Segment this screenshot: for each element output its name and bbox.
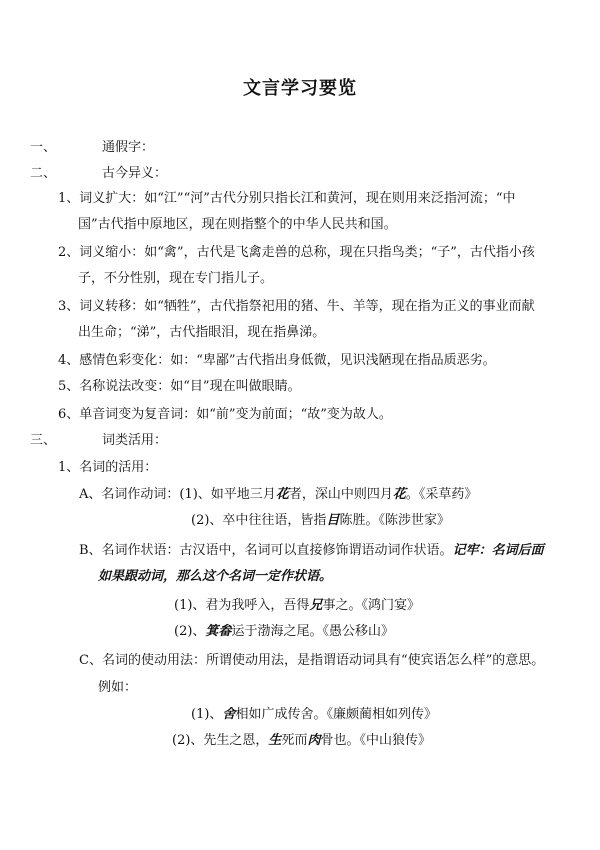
emphasis: 舍 xyxy=(222,707,236,722)
text: (1)、君为我呼入，吾得 xyxy=(174,598,310,613)
s3-B-line-1 xyxy=(79,542,544,560)
document-title: 文言学习要览 xyxy=(243,78,357,99)
text: (2)、先生之恩， xyxy=(172,733,269,748)
emphasis: 花 xyxy=(392,487,406,502)
text: A、名词作动词：(1)、如平地三月 xyxy=(79,487,276,502)
text: (2)、 xyxy=(174,624,206,639)
s2-item-4: 4、感情色彩变化：如：“卑鄙”古代指出身低微，见识浅陋现在指品质恶劣。 xyxy=(58,353,496,368)
emphasis: 兄 xyxy=(309,598,323,613)
s2-item-3-line-2: 出生命；“涕”，古代指眼泪，现在指鼻涕。 xyxy=(78,325,326,340)
section-2-heading xyxy=(30,165,167,183)
section-1-label: 通假字： xyxy=(102,140,155,155)
s2-item-1-line-1: 1、词义扩大：如“江”“河”古代分别只指长江和黄河，现在则用来泛指河流；“中 xyxy=(58,191,516,206)
section-1-number: 一、 xyxy=(30,140,57,155)
text: (2)、卒中往往语，皆指 xyxy=(191,513,327,528)
s3-subheading-1: 1、名词的活用： xyxy=(58,460,158,475)
section-3-heading xyxy=(30,432,167,450)
s3-B-line-4 xyxy=(174,623,394,641)
emphasis: 目 xyxy=(326,513,340,528)
text: 。《采草药》 xyxy=(405,487,478,502)
emphasis: 箕畚 xyxy=(205,624,232,639)
s2-item-3-line-1: 3、词义转移：如“牺牲”，古代指祭祀用的猪、牛、羊等，现在指为正义的事业而献 xyxy=(58,299,535,314)
section-1-heading xyxy=(30,139,154,157)
section-3-label: 词类活用： xyxy=(102,433,168,448)
emphasis: 花 xyxy=(275,487,289,502)
s2-item-6: 6、单音词变为复音词：如“前”变为前面；“故”变为故人。 xyxy=(58,407,392,422)
s3-C-line-3 xyxy=(191,706,437,724)
s3-B-line-2: 如果跟动词，那么这个名词一定作状语。 xyxy=(98,569,333,584)
section-3-number: 三、 xyxy=(30,433,57,448)
emphasis: 肉 xyxy=(307,733,321,748)
text: (1)、 xyxy=(191,707,223,722)
s3-B-line-3 xyxy=(174,597,420,615)
s3-C-line-2: 例如： xyxy=(98,680,138,695)
text: 相如广成传舍。《廉颇蔺相如列传》 xyxy=(235,707,437,722)
section-2-label: 古今异义： xyxy=(102,166,168,181)
text: 事之。《鸿门宴》 xyxy=(322,598,420,613)
s3-A-line-2 xyxy=(191,512,450,530)
s2-item-1-line-2: 国”古代指中原地区，现在则指整个的中华人民共和国。 xyxy=(78,217,397,232)
emphasis: 生 xyxy=(268,733,282,748)
s2-item-5: 5、名称说法改变：如“目”现在叫做眼睛。 xyxy=(58,379,301,394)
text: B、名词作状语：古汉语中，名词可以直接修饰谓语动词作状语。 xyxy=(79,543,453,558)
text: 陈胜。《陈涉世家》 xyxy=(339,513,450,528)
s2-item-2-line-2: 子，不分性别，现在专门指儿子。 xyxy=(78,271,274,286)
s3-A-line-1 xyxy=(79,486,477,504)
section-2-number: 二、 xyxy=(30,166,57,181)
s3-C-line-4 xyxy=(172,732,431,750)
text: 骨也。《中山狼传》 xyxy=(320,733,431,748)
text: 运于渤海之尾。《愚公移山》 xyxy=(231,624,394,639)
s2-item-2-line-1: 2、词义缩小：如“禽”，古代是飞禽走兽的总称，现在只指鸟类；“子”，古代指小孩 xyxy=(58,245,535,260)
emphasis: 记牢：名词后面 xyxy=(452,543,544,558)
text: 者，深山中则四月 xyxy=(288,487,393,502)
s3-C-line-1: C、名词的使动用法：所谓使动用法，是指谓语动词具有“使宾语怎么样”的意思。 xyxy=(79,653,545,668)
text: 死而 xyxy=(281,733,308,748)
